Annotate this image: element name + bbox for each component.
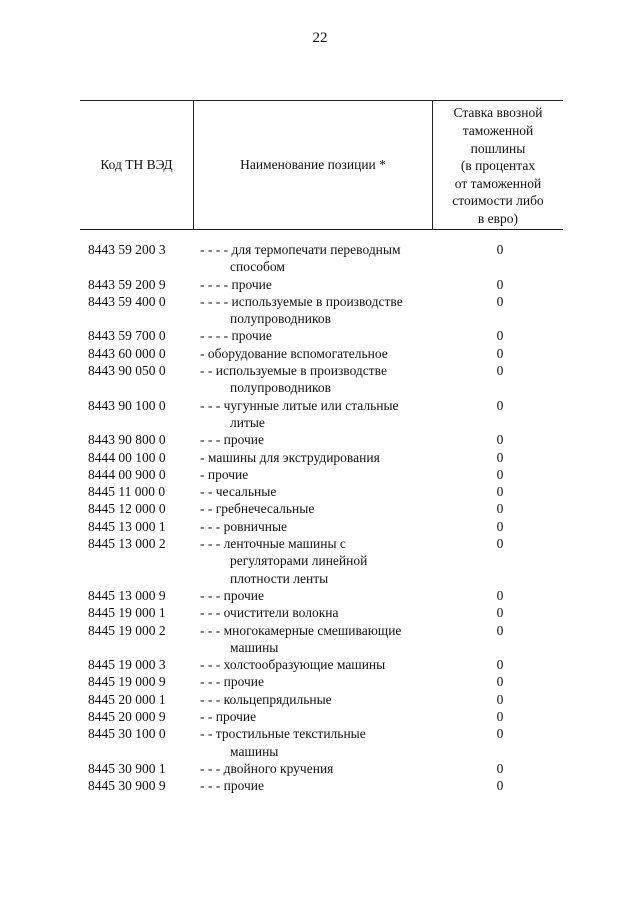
position-name (200, 397, 438, 432)
tariff-code: 8444 00 100 0 (88, 449, 166, 465)
table-row (88, 327, 548, 344)
level-dashes: - - (200, 484, 213, 500)
level-dashes: - - - (200, 432, 221, 448)
position-name (200, 293, 438, 328)
level-dashes: - - - (200, 518, 221, 534)
level-dashes: - - - - (200, 276, 229, 292)
tariff-code: 8445 12 000 0 (88, 501, 166, 517)
position-text: прочие (223, 432, 265, 448)
table-row (88, 725, 548, 760)
tariff-code: 8443 59 400 0 (88, 293, 166, 309)
position-text: используемые в производстве (215, 363, 387, 379)
position-name (200, 431, 438, 448)
tariff-code: 8443 90 100 0 (88, 397, 166, 413)
tariff-code: 8443 60 000 0 (88, 345, 166, 361)
duty-rate: 0 (496, 691, 504, 707)
duty-rate: 0 (496, 709, 504, 725)
duty-rate: 0 (496, 605, 504, 621)
position-text: используемые в производстве (231, 293, 403, 309)
position-name (200, 656, 438, 673)
position-text: тростильные текстильные (215, 726, 366, 742)
table-row (88, 777, 548, 794)
position-text: прочие (223, 778, 265, 794)
table-row (88, 397, 548, 432)
position-name (200, 587, 438, 604)
table-row (88, 276, 548, 293)
position-text: кольцепрядильные (223, 691, 332, 707)
position-name (200, 535, 438, 587)
position-name (200, 362, 438, 397)
table-row (88, 466, 548, 483)
table-row (88, 518, 548, 535)
position-text: чугунные литые или стальные (223, 397, 399, 413)
duty-rate: 0 (496, 726, 504, 742)
table-row (88, 431, 548, 448)
tariff-code: 8445 20 000 9 (88, 709, 166, 725)
level-dashes: - - (200, 501, 213, 517)
level-dashes: - - - (200, 605, 221, 621)
table-row (88, 362, 548, 397)
table-row (88, 345, 548, 362)
tariff-code: 8445 30 900 9 (88, 778, 166, 794)
table-row (88, 535, 548, 587)
position-text-continued: полупроводников (230, 311, 331, 327)
tariff-code: 8443 59 200 3 (88, 242, 166, 257)
table-row (88, 656, 548, 673)
position-name (200, 449, 438, 466)
position-text-continued: машины (230, 743, 279, 759)
duty-rate: 0 (496, 397, 504, 413)
position-text: чесальные (215, 484, 277, 500)
position-text-continued: полупроводников (230, 380, 331, 396)
position-text: прочие (231, 328, 272, 344)
duty-rate: 0 (496, 536, 504, 552)
header-name: Наименование позиции * (193, 101, 433, 229)
duty-rate: 0 (496, 449, 504, 465)
tariff-code: 8445 30 900 1 (88, 760, 166, 776)
duty-rate: 0 (496, 657, 504, 673)
position-name (200, 241, 438, 276)
tariff-code: 8445 11 000 0 (88, 484, 166, 500)
tariff-code: 8443 59 700 0 (88, 328, 166, 344)
position-name (200, 604, 438, 621)
position-name (200, 466, 438, 483)
position-text-continued: способом (230, 259, 285, 275)
duty-rate: 0 (496, 518, 504, 534)
table-row (88, 241, 548, 276)
duty-rate: 0 (496, 328, 504, 344)
page-number: 22 (312, 30, 328, 46)
level-dashes: - - - - (200, 328, 229, 344)
duty-rate: 0 (496, 501, 504, 517)
tariff-code: 8443 90 050 0 (88, 363, 166, 379)
tariff-code: 8445 19 000 9 (88, 674, 166, 690)
position-text: прочие (207, 466, 249, 482)
level-dashes: - (200, 345, 205, 361)
level-dashes: - - - - (200, 242, 229, 257)
duty-rate: 0 (496, 587, 504, 603)
table-row (88, 500, 548, 517)
level-dashes: - - (200, 726, 213, 742)
level-dashes: - - - (200, 657, 221, 673)
tariff-code: 8445 19 000 3 (88, 657, 166, 673)
table-row (88, 604, 548, 621)
position-text-continued: машины (230, 639, 279, 655)
position-name (200, 500, 438, 517)
level-dashes: - - - (200, 778, 221, 794)
position-name (200, 327, 438, 344)
duty-rate: 0 (496, 622, 504, 638)
level-dashes: - - - (200, 691, 221, 707)
position-name (200, 276, 438, 293)
table-row (88, 760, 548, 777)
position-name (200, 760, 438, 777)
tariff-code: 8444 00 900 0 (88, 466, 166, 482)
position-text: очистители волокна (223, 605, 339, 621)
tariff-code: 8445 20 000 1 (88, 691, 166, 707)
level-dashes: - - - (200, 760, 221, 776)
tariff-code: 8445 13 000 2 (88, 536, 166, 552)
table-row (88, 708, 548, 725)
duty-rate: 0 (496, 760, 504, 776)
position-name (200, 622, 438, 657)
level-dashes: - - - - (200, 293, 229, 309)
level-dashes: - - - (200, 587, 221, 603)
tariff-code: 8445 13 000 1 (88, 518, 166, 534)
duty-rate: 0 (496, 293, 504, 309)
position-name (200, 708, 438, 725)
table-row (88, 293, 548, 328)
position-text: двойного кручения (223, 760, 334, 776)
position-text: оборудование вспомогательное (207, 345, 388, 361)
duty-rate: 0 (496, 674, 504, 690)
position-text: ровничные (223, 518, 288, 534)
position-text: прочие (223, 587, 265, 603)
position-name (200, 518, 438, 535)
table-row (88, 691, 548, 708)
duty-rate: 0 (496, 276, 504, 292)
position-text: многокамерные смешивающие (223, 622, 402, 638)
level-dashes: - - (200, 709, 213, 725)
level-dashes: - - - (200, 674, 221, 690)
table-row (88, 673, 548, 690)
header-rate: Ставка ввозной таможенной пошлины (в процентах от таможенной стоимости либо в евро) (452, 105, 544, 226)
position-text: машины для экструдирования (207, 449, 380, 465)
position-text: ленточные машины с (223, 536, 346, 552)
table-row (88, 449, 548, 466)
position-text: гребнечесальные (215, 501, 315, 517)
position-text-continued: регуляторами линейной плотности ленты (230, 553, 368, 586)
position-text: для термопечати переводным (231, 242, 401, 257)
position-name (200, 345, 438, 362)
position-name (200, 483, 438, 500)
position-text: прочие (215, 709, 257, 725)
position-text: прочие (223, 674, 265, 690)
table-row (88, 587, 548, 604)
level-dashes: - - - (200, 397, 221, 413)
position-name (200, 691, 438, 708)
duty-rate: 0 (496, 432, 504, 448)
tariff-code: 8445 30 100 0 (88, 726, 166, 742)
table-body (88, 241, 548, 795)
duty-rate: 0 (496, 363, 504, 379)
level-dashes: - - - (200, 622, 221, 638)
position-name (200, 777, 438, 794)
tariff-code: 8445 13 000 9 (88, 587, 166, 603)
level-dashes: - - (200, 363, 213, 379)
duty-rate: 0 (496, 484, 504, 500)
level-dashes: - (200, 449, 205, 465)
table-row (88, 622, 548, 657)
level-dashes: - (200, 466, 205, 482)
duty-rate: 0 (496, 778, 504, 794)
duty-rate: 0 (496, 466, 504, 482)
header-code: Код ТН ВЭД (100, 157, 173, 172)
position-name (200, 725, 438, 760)
tariff-code: 8443 59 200 9 (88, 276, 166, 292)
position-text: прочие (231, 276, 272, 292)
duty-rate: 0 (496, 242, 504, 257)
tariff-code: 8443 90 800 0 (88, 432, 166, 448)
position-text-continued: литые (230, 414, 265, 430)
table-row (88, 483, 548, 500)
duty-rate: 0 (496, 345, 504, 361)
position-name (200, 673, 438, 690)
level-dashes: - - - (200, 536, 221, 552)
tariff-code: 8445 19 000 1 (88, 605, 166, 621)
table-header (80, 100, 563, 230)
tariff-code: 8445 19 000 2 (88, 622, 166, 638)
position-text: холстообразующие машины (223, 657, 386, 673)
